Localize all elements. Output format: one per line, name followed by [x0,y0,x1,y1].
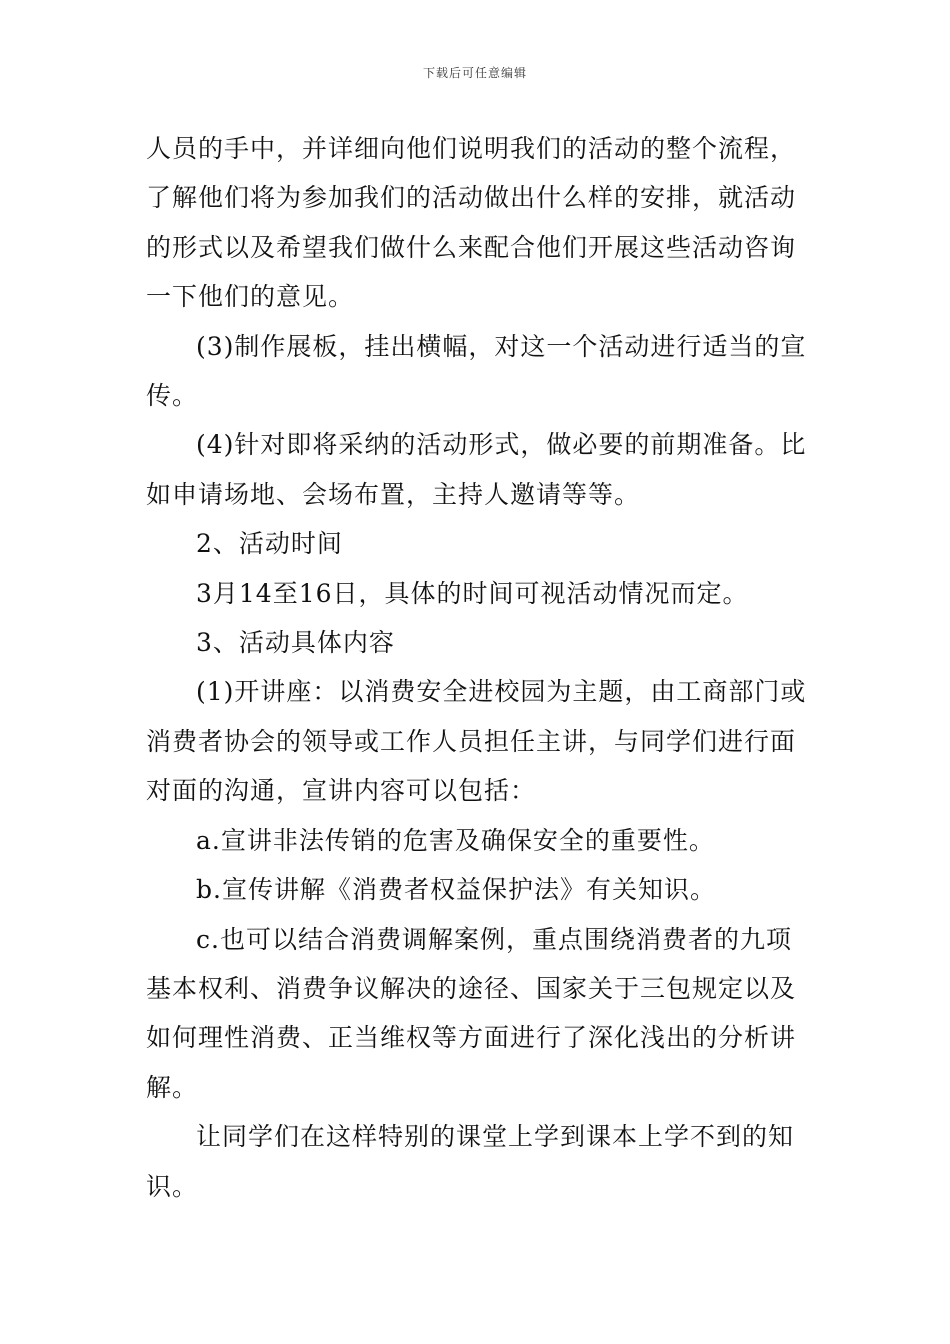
text-line: 如何理性消费、正当维权等方面进行了深化浅出的分析讲 [146,1023,797,1053]
section-heading [146,618,810,667]
paragraph [146,420,810,519]
text-line: 一下他们的意见。 [146,282,355,312]
text-line: 消费者协会的领导或工作人员担任主讲，与同学们进行面 [146,726,797,756]
text-line: 传。 [146,381,199,411]
text-line: 2、活动时间 [196,529,343,559]
text-line: (4)针对即将采纳的活动形式，做必要的前期准备。比 [196,430,807,460]
text-line: c.也可以结合消费调解案例，重点围绕消费者的九项 [196,924,792,954]
text-line: (1)开讲座：以消费安全进校园为主题，由工商部门或 [196,677,807,707]
text-line: (3)制作展板，挂出横幅，对这一个活动进行适当的宣 [196,331,807,361]
text-line: 如申请场地、会场布置，主持人邀请等等。 [146,479,641,509]
text-line: 解。 [146,1072,199,1102]
body-text [146,124,810,1211]
text-line: a.宣讲非法传销的危害及确保安全的重要性。 [196,825,715,855]
list-item [146,865,810,914]
text-line: b.宣传讲解《消费者权益保护法》有关知识。 [196,875,716,905]
section-heading [146,519,810,568]
paragraph [146,124,810,322]
paragraph [146,667,810,815]
text-line: 的形式以及希望我们做什么来配合他们开展这些活动咨询 [146,232,797,262]
list-item [146,816,810,865]
text-line: 了解他们将为参加我们的活动做出什么样的安排，就活动 [146,183,797,213]
text-line: 3月14至16日，具体的时间可视活动情况而定。 [196,578,749,608]
text-line: 3、活动具体内容 [196,628,395,658]
text-line: 基本权利、消费争议解决的途径、国家关于三包规定以及 [146,973,797,1003]
text-line: 对面的沟通，宣讲内容可以包括： [146,776,537,806]
paragraph [146,1112,810,1211]
paragraph [146,322,810,421]
list-item [146,915,810,1113]
header-note: 下载后可任意编辑 [422,66,527,80]
paragraph [146,569,810,618]
text-line: 人员的手中，并详细向他们说明我们的活动的整个流程， [146,134,797,163]
text-line: 让同学们在这样特别的课堂上学到课本上学不到的知 [196,1122,795,1152]
text-line: 识。 [146,1171,199,1201]
